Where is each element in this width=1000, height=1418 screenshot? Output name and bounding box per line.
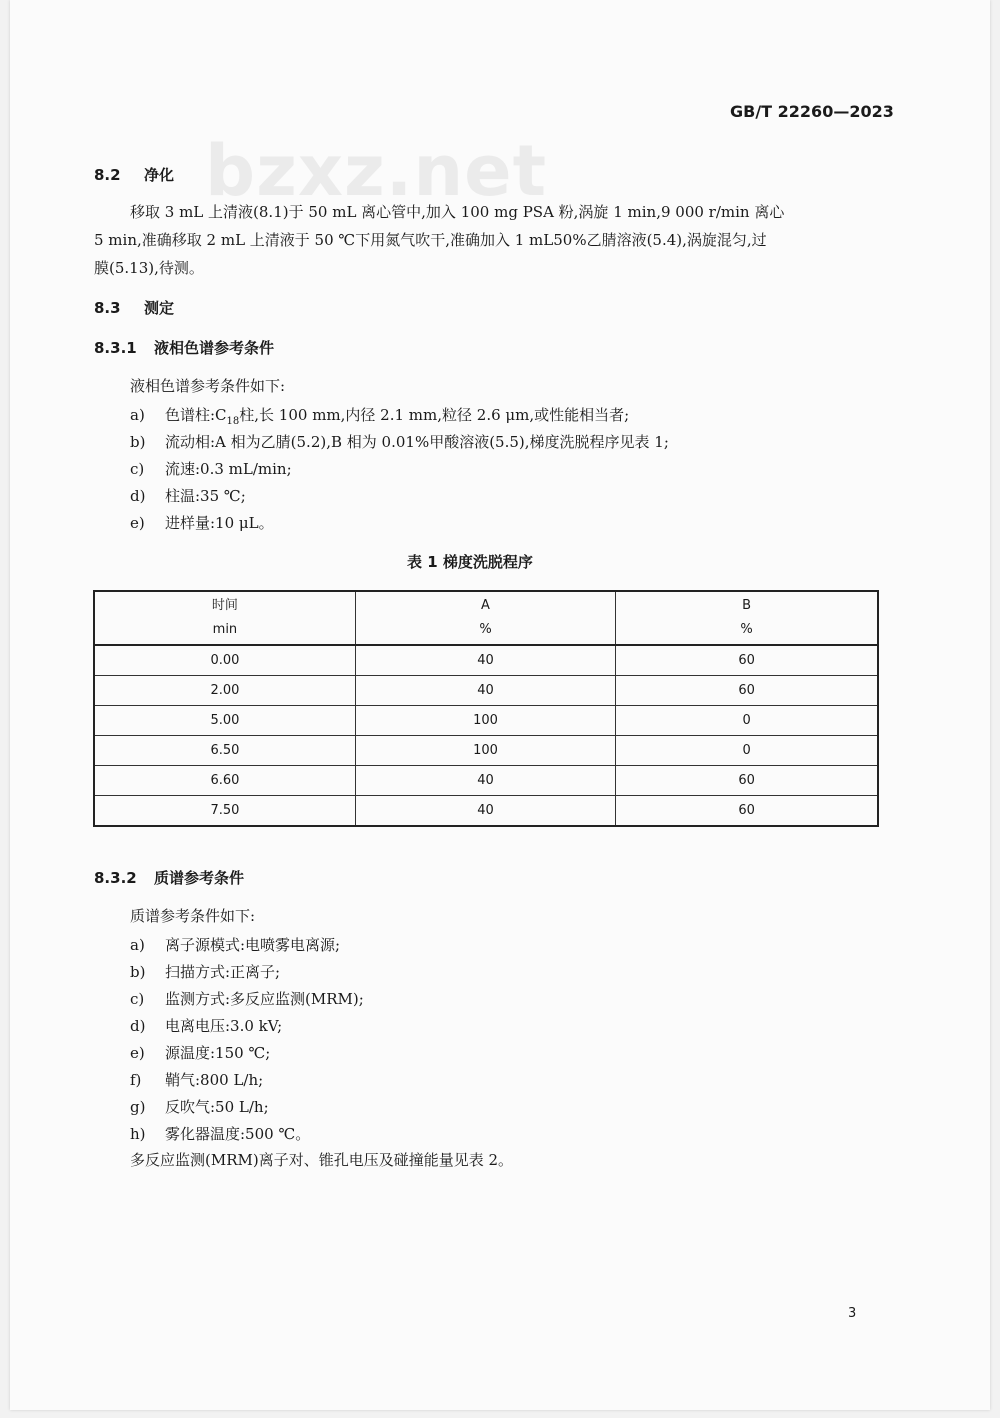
- section-title: 液相色谱参考条件: [154, 339, 275, 357]
- table-row: [94, 676, 878, 706]
- section-title: 测定: [144, 299, 175, 317]
- list-label: b): [130, 433, 146, 451]
- list-label: f): [130, 1071, 142, 1089]
- table-cell: 100: [355, 736, 615, 766]
- list-item: f) 鞘气:800 L/h;: [130, 1071, 264, 1089]
- list-label: c): [130, 990, 145, 1008]
- list-item: d) 电离电压:3.0 kV;: [130, 1017, 283, 1035]
- table-cell: 2.00: [94, 676, 355, 706]
- list-label: a): [130, 936, 145, 954]
- section-title: 质谱参考条件: [154, 869, 245, 887]
- list-label: c): [130, 460, 145, 478]
- table-row: [94, 706, 878, 736]
- table-cell: 6.50: [94, 736, 355, 766]
- table-cell: 40: [355, 796, 615, 827]
- section-number: 8.2: [94, 166, 121, 184]
- list-label: e): [130, 514, 145, 532]
- table-cell: 7.50: [94, 796, 355, 827]
- table-cell: 40: [355, 676, 615, 706]
- list-label: b): [130, 963, 146, 981]
- list-label: g): [130, 1098, 146, 1116]
- table-row: [94, 766, 878, 796]
- paragraph-line: 移取 3 mL 上清液(8.1)于 50 mL 离心管中,加入 100 mg PSA 粉,涡旋 1 min,9 000 r/min 离心: [130, 203, 785, 221]
- table-cell: 6.60: [94, 766, 355, 796]
- section-title: 净化: [144, 166, 175, 184]
- table-header-row: [94, 591, 878, 645]
- table-cell: 0: [616, 736, 878, 766]
- closing-text: 多反应监测(MRM)离子对、锥孔电压及碰撞能量见表 2。: [130, 1151, 514, 1169]
- table-cell: 60: [616, 676, 878, 706]
- section-8-3-1-heading: [94, 337, 274, 358]
- list-item: c) 监测方式:多反应监测(MRM);: [130, 990, 364, 1008]
- section-8-3-heading: [94, 297, 174, 318]
- section-8-3-2-heading: [94, 867, 244, 888]
- gradient-table: [93, 590, 879, 827]
- table-cell: 5.00: [94, 706, 355, 736]
- table-caption: 表 1 梯度洗脱程序: [407, 553, 533, 571]
- list-item: b) 流动相:A 相为乙腈(5.2),B 相为 0.01%甲酸溶液(5.5),梯度洗脱程序见表 1;: [130, 433, 669, 451]
- table-row: [94, 796, 878, 827]
- table-cell: 40: [355, 766, 615, 796]
- paragraph-line: 膜(5.13),待测。: [94, 259, 204, 277]
- table-cell: 60: [616, 766, 878, 796]
- list-item: g) 反吹气:50 L/h;: [130, 1098, 269, 1116]
- list-item: a) 离子源模式:电喷雾电离源;: [130, 936, 341, 954]
- list-label: a): [130, 406, 145, 424]
- table-row: [94, 645, 878, 676]
- watermark: bzxz.net: [205, 130, 548, 212]
- document-page: [10, 0, 990, 1410]
- table-cell: 0: [616, 706, 878, 736]
- section-number: 8.3.1: [94, 339, 137, 357]
- paragraph-line: 5 min,准确移取 2 mL 上清液于 50 ℃下用氮气吹干,准确加入 1 mL50%乙腈溶液(5.4),涡旋混匀,过: [94, 231, 767, 249]
- header-time: 时间 min: [94, 591, 355, 645]
- table-cell: 100: [355, 706, 615, 736]
- table-row: [94, 736, 878, 766]
- section-8-2-heading: [94, 164, 174, 185]
- header-a: A %: [355, 591, 615, 645]
- intro-text: 质谱参考条件如下:: [130, 907, 256, 925]
- list-item: d) 柱温:35 ℃;: [130, 487, 246, 505]
- list-item: h) 雾化器温度:500 ℃。: [130, 1125, 311, 1143]
- list-item: e) 源温度:150 ℃;: [130, 1044, 271, 1062]
- table-cell: 0.00: [94, 645, 355, 676]
- list-label: e): [130, 1044, 145, 1062]
- table-cell: 60: [616, 796, 878, 827]
- section-number: 8.3: [94, 299, 121, 317]
- list-label: d): [130, 1017, 146, 1035]
- table-cell: 60: [616, 645, 878, 676]
- list-item: a) 色谱柱$:C_{18}$柱,长 100 mm,内径 2.1 mm,粒径 2.6 μm,或性能相当者;: [130, 406, 630, 427]
- list-label: h): [130, 1125, 146, 1143]
- list-item: c) 流速:0.3 mL/min;: [130, 460, 292, 478]
- header-b: B %: [616, 591, 878, 645]
- section-number: 8.3.2: [94, 869, 137, 887]
- table-cell: 40: [355, 645, 615, 676]
- list-item: b) 扫描方式:正离子;: [130, 963, 281, 981]
- list-label: d): [130, 487, 146, 505]
- standard-number: GB/T 22260—2023: [730, 102, 894, 121]
- list-item: e) 进样量:10 μL。: [130, 514, 274, 532]
- intro-text: 液相色谱参考条件如下:: [130, 377, 286, 395]
- page-number: 3: [848, 1306, 857, 1321]
